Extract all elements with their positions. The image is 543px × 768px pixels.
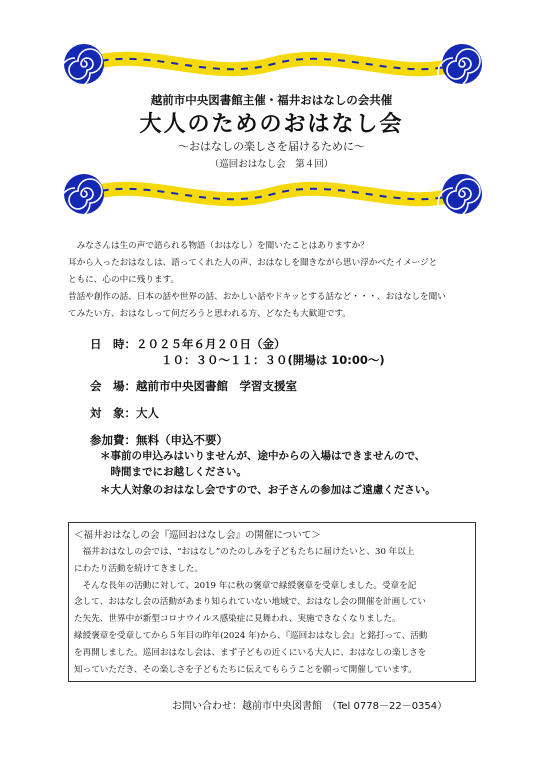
info-box-body (74, 544, 474, 678)
date-value: ２０２５年６月２０日（金） (136, 337, 286, 351)
target-value: 大人 (136, 406, 159, 420)
wave-band (88, 59, 458, 69)
spiral-icon (60, 44, 104, 88)
spiral-icon (438, 44, 482, 88)
info-line: にわたり活動を続けてきました。 (74, 563, 203, 574)
info-line: た矢先、世界中が新型コロナウイルス感染症に見舞われ、実施できなくなりました。 (74, 614, 401, 625)
fee-value: 無料（申込不要） (136, 433, 228, 447)
target-row (90, 405, 159, 421)
intro-line: ともに、心の中に残ります。 (68, 275, 180, 285)
fee-label: 参加費： (90, 433, 136, 447)
venue-row (90, 378, 297, 394)
info-line: そんな長年の活動に対して、2019 年に秋の褒章で緑綬褒章を受章しました。受章を記 (74, 580, 417, 591)
page-subtitle: ～おはなしの楽しさを届けるために～ (178, 140, 365, 153)
decorative-wave-banner-top (58, 42, 488, 92)
info-line: 緑綬褒章を受章してから５年目の昨年(2024 年)から、『巡回おはなし会』と銘打って、活動 (74, 630, 428, 641)
target-label: 対 象： (90, 406, 136, 420)
intro-line: みなさんは生の声で語られる物語（おはなし）を聞いたことはありますか？ (68, 241, 369, 251)
intro-line: 昔話や創作の話、日本の話や世界の話、おかしい話やドキッとする話など・・・、おはなしを聞い (68, 292, 446, 302)
date-row (90, 336, 286, 352)
venue-value: 越前市中央図書館 学習支援室 (136, 379, 297, 393)
organizers-line: 越前市中央図書館主催・福井おはなしの会共催 (150, 93, 393, 107)
intro-line: てみたい方、おはなしって何だろうと思われる方、どなたも大歓迎です。 (68, 309, 351, 319)
fee-row (90, 432, 228, 448)
note-line: 時間までにお越しください。 (100, 466, 247, 478)
date-label: 日 時： (90, 337, 136, 351)
info-line: 知っていただき、その楽しさを子どもたちに伝えてもらうことを願って開催しています。 (74, 664, 417, 675)
spiral-icon (438, 174, 482, 218)
page-title: 大人のためのおはなし会 (139, 112, 404, 137)
intro-paragraph (68, 238, 488, 323)
contact-info: お問い合わせ：越前市中央図書館 （Tel 0778－22－0354） (172, 701, 448, 712)
note-line: ＊大人対象のおはなし会ですので、お子さんの参加はご遠慮ください。 (100, 484, 436, 496)
info-box-heading: ＜福井おはなしの会『巡回おはなし会』の開催について＞ (74, 530, 321, 541)
info-line: を再開しました。巡回おはなし会は、まず子どもの近くにいる大人に、おはなしの楽しさを (74, 647, 427, 658)
venue-label: 会 場： (90, 379, 136, 393)
wave-band (88, 189, 458, 199)
info-line: 念して、おはなし会の活動があまり知られていない地域で、おはなし会の開催を計画してい (74, 597, 427, 608)
decorative-wave-banner-bottom (58, 170, 488, 220)
note-line: ＊事前の申込みはいりませんが、途中からの入場はできませんので、 (100, 450, 426, 462)
info-line: 福井おはなしの会では、“おはなし”のたのしみを子どもたちに届けたいと、30 年以上 (74, 547, 415, 557)
spiral-icon (60, 174, 104, 218)
intro-line: 耳から入ったおはなしは、語ってくれた人の声、おはなしを聞きながら思い浮かべたイメージと (68, 258, 438, 268)
round-number: （巡回おはなし会 第４回） (209, 159, 334, 170)
time-value: １０：３０～１１：３０(開場は 10:00～) (161, 353, 385, 367)
